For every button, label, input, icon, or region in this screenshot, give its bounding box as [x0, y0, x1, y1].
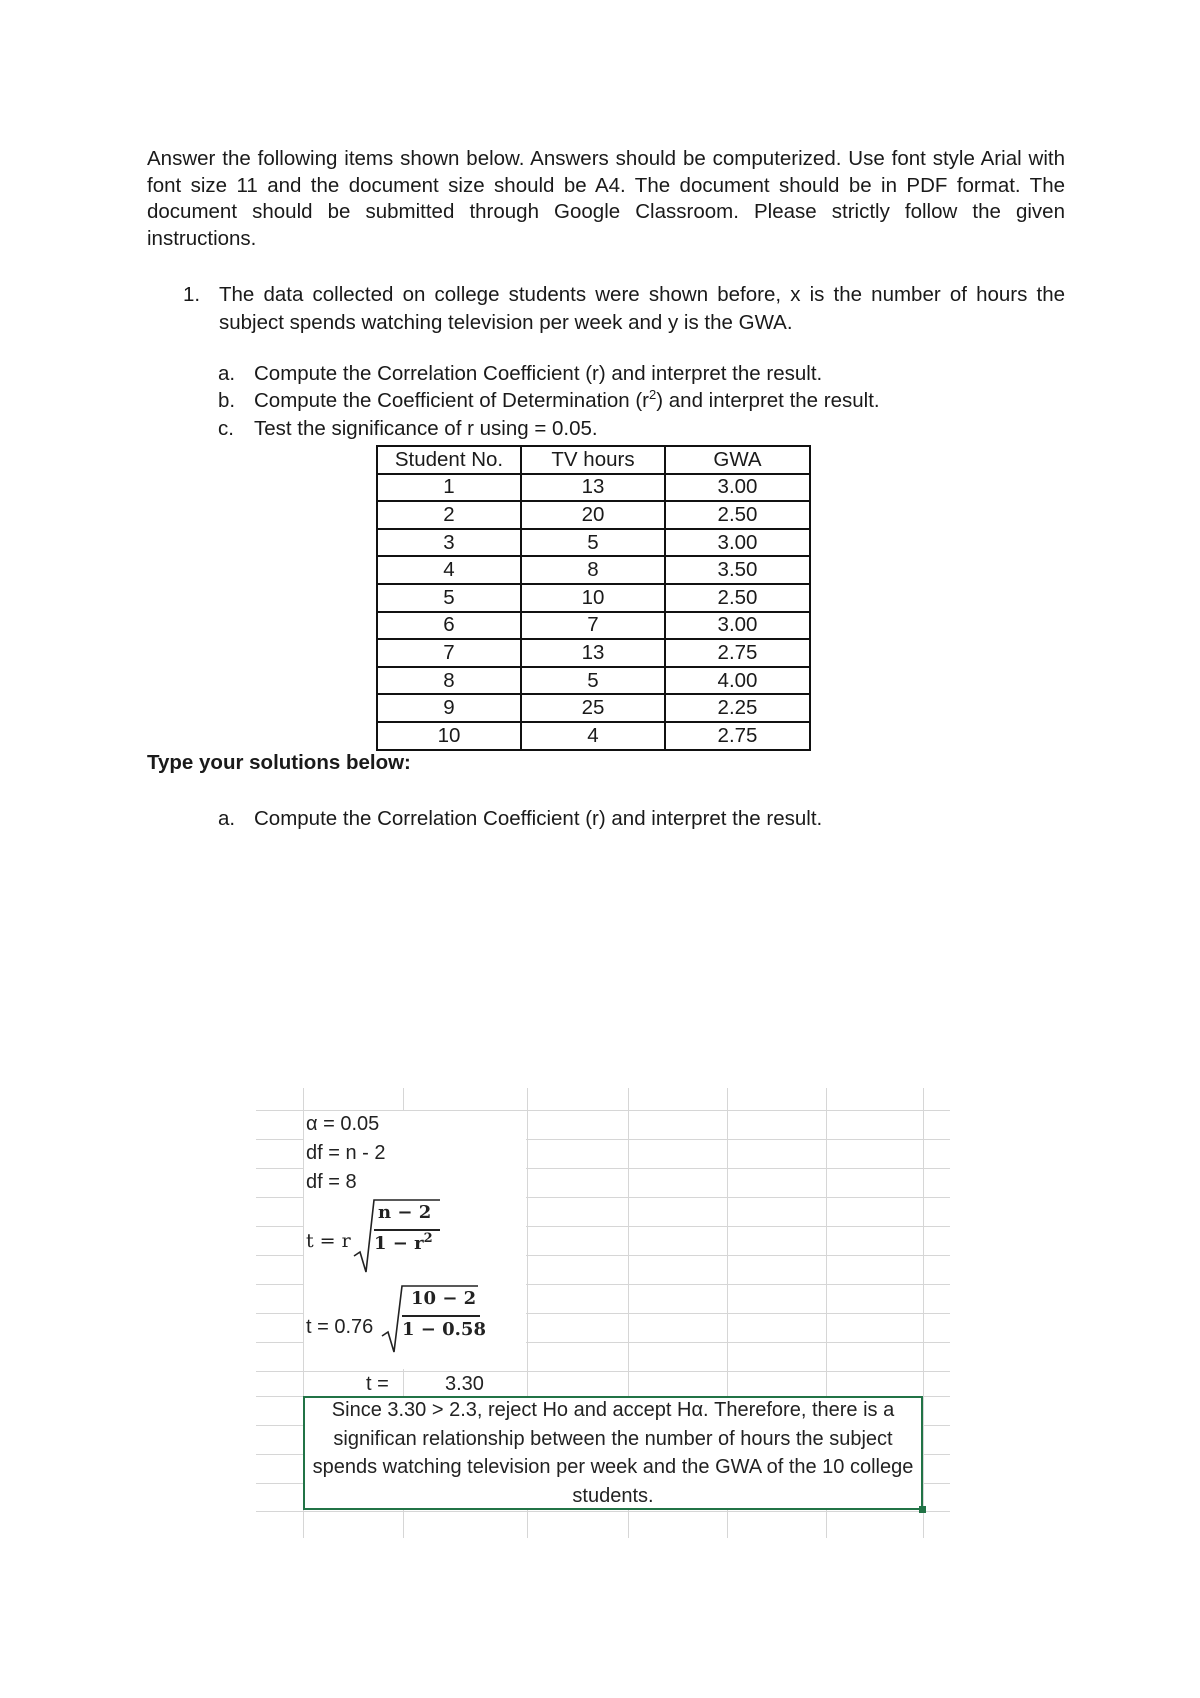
t-value: 3.30: [445, 1373, 484, 1395]
t-formula-den-base: 1 − r: [374, 1233, 424, 1254]
cell-student-no: 7: [377, 639, 521, 667]
spreadsheet-screenshot: [256, 1088, 950, 1538]
item-c-text: Test the significance of r using = 0.05.: [254, 417, 598, 440]
grid-line: [403, 1139, 503, 1140]
t-substituted-numerator: 10 − 2: [411, 1288, 477, 1309]
cell-gwa: 3.00: [665, 474, 810, 502]
table-row: [377, 639, 810, 667]
table-row: [377, 529, 810, 557]
question-item-a: [218, 361, 822, 387]
question-1-number: 1.: [183, 283, 201, 306]
item-b-superscript: 2: [649, 387, 657, 403]
cell-student-no: 10: [377, 722, 521, 750]
table-row: [377, 556, 810, 584]
cell-tv-hours: 5: [521, 667, 665, 695]
item-b-letter: b.: [218, 389, 236, 412]
cell-tv-hours: 25: [521, 694, 665, 722]
grid-line: [923, 1088, 924, 1538]
t-label: t =: [366, 1373, 389, 1395]
table-row: [377, 474, 810, 502]
cell-student-no: 1: [377, 474, 521, 502]
question-1: [183, 281, 1065, 336]
selected-conclusion-cell[interactable]: [303, 1396, 923, 1510]
cell-tv-hours: 5: [521, 529, 665, 557]
solution-a-text: Compute the Correlation Coefficient (r) and interpret the result.: [254, 807, 823, 830]
cell-student-no: 6: [377, 612, 521, 640]
cell-gwa: 2.75: [665, 639, 810, 667]
item-b-text-after: ) and interpret the result.: [656, 389, 880, 412]
cell-gwa: 2.75: [665, 722, 810, 750]
cell-gwa: 2.25: [665, 694, 810, 722]
header-tv-hours: TV hours: [521, 446, 665, 474]
cell-gwa: 4.00: [665, 667, 810, 695]
cell-tv-hours: 4: [521, 722, 665, 750]
t-substituted-lhs: t = 0.76: [306, 1316, 374, 1338]
grid-line: [256, 1511, 950, 1512]
data-table: [376, 445, 811, 751]
cell-tv-hours: 13: [521, 639, 665, 667]
question-item-c: [218, 416, 598, 442]
item-a-letter: a.: [218, 362, 236, 385]
table-row: [377, 722, 810, 750]
header-student-no: Student No.: [377, 446, 521, 474]
cell-student-no: 9: [377, 694, 521, 722]
instructions-paragraph: Answer the following items shown below. Answers should be computerized. Use font style Arial with font size 11 and the document size should be A4. The document should be in PDF format. The document should be submitted through Google Classroom. Please strictly follow the given instructions.: [147, 147, 1065, 250]
df-formula-text: df = n - 2: [306, 1142, 386, 1164]
conclusion-text: Since 3.30 > 2.3, reject Ho and accept Hα. Therefore, there is a significan relationship between the number of hours the subject spends watching television per week and the GWA of the 10 college students.: [312, 1399, 914, 1507]
df-value-text: df = 8: [306, 1171, 357, 1193]
solutions-heading: Type your solutions below:: [147, 751, 411, 774]
cell-gwa: 2.50: [665, 501, 810, 529]
table-row: [377, 584, 810, 612]
alpha-text: α = 0.05: [306, 1113, 380, 1135]
item-b-text-before: Compute the Coefficient of Determination (r: [254, 389, 650, 412]
cell-gwa: 3.00: [665, 612, 810, 640]
cell-gwa: 3.00: [665, 529, 810, 557]
table-row: [377, 694, 810, 722]
table-row: [377, 612, 810, 640]
header-gwa: GWA: [665, 446, 810, 474]
cell-student-no: 2: [377, 501, 521, 529]
t-formula-lhs: t = r: [306, 1230, 351, 1252]
cell-tv-hours: 8: [521, 556, 665, 584]
item-c-letter: c.: [218, 417, 234, 440]
table-row: [377, 501, 810, 529]
t-formula-den-sup: 2: [423, 1231, 433, 1246]
cell-student-no: 3: [377, 529, 521, 557]
cell-tv-hours: 20: [521, 501, 665, 529]
grid-line: [256, 1371, 950, 1372]
cell-gwa: 2.50: [665, 584, 810, 612]
t-substituted-denominator: 1 − 0.58: [402, 1319, 486, 1340]
cell-student-no: 8: [377, 667, 521, 695]
cell-tv-hours: 7: [521, 612, 665, 640]
table-row: [377, 667, 810, 695]
item-a-text: Compute the Correlation Coefficient (r) and interpret the result.: [254, 362, 823, 385]
cell-tv-hours: 13: [521, 474, 665, 502]
cell-student-no: 4: [377, 556, 521, 584]
fraction-bar: [402, 1315, 480, 1317]
solution-a-letter: a.: [218, 807, 236, 830]
question-1-text: The data collected on college students were shown before, x is the number of hours the subject spends watching television per week and y is the GWA.: [219, 283, 1065, 334]
t-formula-denominator: [374, 1233, 433, 1254]
solution-item-a: [218, 806, 822, 832]
t-formula-numerator: n − 2: [378, 1202, 432, 1223]
cell-tv-hours: 10: [521, 584, 665, 612]
cell-student-no: 5: [377, 584, 521, 612]
item-b-text: [254, 388, 880, 414]
cell-gwa: 3.50: [665, 556, 810, 584]
fill-handle[interactable]: [919, 1506, 926, 1513]
table-header-row: [377, 446, 810, 474]
question-item-b: [218, 388, 880, 414]
